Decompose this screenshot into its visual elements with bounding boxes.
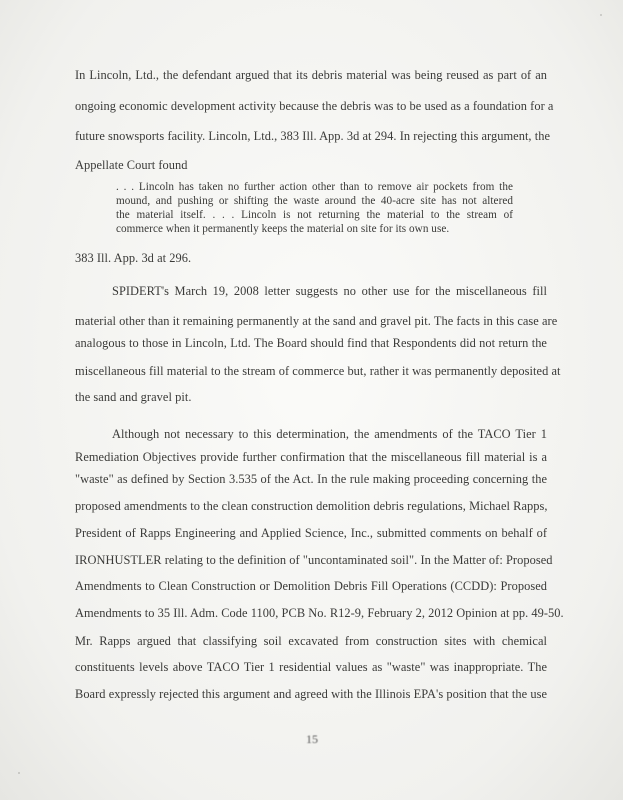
block-quote-line: commerce when it permanently keeps the material on site for its own use. [116, 223, 450, 235]
text-line: the sand and gravel pit. [75, 390, 192, 404]
scan-speck [18, 772, 20, 774]
text-line: Appellate Court found [75, 158, 188, 172]
block-quote-line: the material itself. . . . Lincoln is not returning the material to the stream of [116, 209, 513, 221]
text-line: future snowsports facility. Lincoln, Ltd., 383 Ill. App. 3d at 294. In rejecting this argument, the [75, 129, 551, 143]
text-line: President of Rapps Engineering and Applied Science, Inc., submitted comments on behalf of [75, 526, 547, 540]
text-line: analogous to those in Lincoln, Ltd. The Board should find that Respondents did not return the [75, 336, 547, 350]
text-line: Amendments to 35 Ill. Adm. Code 1100, PCB No. R12-9, February 2, 2012 Opinion at pp. 49-50. [75, 606, 564, 620]
text-line: In Lincoln, Ltd., the defendant argued that its debris material was being reused as part of an [75, 68, 547, 82]
text-line: material other than it remaining permanently at the sand and gravel pit. The facts in this case are [75, 314, 558, 328]
citation: 383 Ill. App. 3d at 296. [75, 251, 192, 265]
text-line: Remediation Objectives provide further confirmation that the miscellaneous fill material is a [75, 450, 547, 464]
page-number: 15 [306, 732, 318, 746]
text-line: SPIDERT's March 19, 2008 letter suggests no other use for the miscellaneous fill [112, 284, 547, 298]
text-line: Board expressly rejected this argument and agreed with the Illinois EPA's position that the use [75, 687, 547, 701]
text-line: Amendments to Clean Construction or Demolition Debris Fill Operations (CCDD): Proposed [75, 579, 547, 593]
block-quote-line: . . . Lincoln has taken no further action other than to remove air pockets from the [116, 181, 513, 193]
text-line: miscellaneous fill material to the stream of commerce but, rather it was permanently deposited at [75, 364, 561, 378]
scan-speck [600, 14, 602, 16]
text-line: Mr. Rapps argued that classifying soil excavated from construction sites with chemical [75, 634, 547, 648]
text-line: IRONHUSTLER relating to the definition of "uncontaminated soil". In the Matter of: Proposed [75, 553, 553, 567]
text-line: proposed amendments to the clean construction demolition debris regulations, Michael Rapps, [75, 499, 548, 513]
text-line: constituents levels above TACO Tier 1 residential values as "waste" was inappropriate. The [75, 660, 547, 674]
text-line: "waste" as defined by Section 3.535 of the Act. In the rule making proceeding concerning the [75, 472, 547, 486]
text-line: ongoing economic development activity because the debris was to be used as a foundation for a [75, 99, 554, 113]
text-line: Although not necessary to this determination, the amendments of the TACO Tier 1 [112, 427, 547, 441]
block-quote-line: mound, and pushing or shifting the waste around the 40-acre site has not altered [116, 195, 513, 207]
